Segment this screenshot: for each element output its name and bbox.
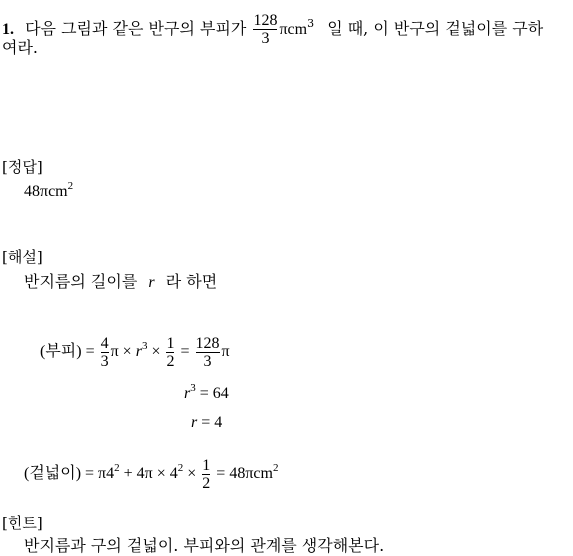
intro-text-pre: 반지름의 길이를 (24, 272, 138, 291)
volume-unit: πcm (279, 21, 308, 38)
volume-denominator: 3 (261, 30, 270, 47)
hint-heading: [힌트] (2, 514, 43, 532)
eq1-fraction-3: $\frac{128}{3}$ (195, 335, 220, 370)
equation-surface-area: (겉넓이) = $\pi 4^2 + 4\pi \times 4^2$ × $\frac{1}{2}$ = 48πcm$^2$ (24, 457, 279, 492)
volume-fraction (253, 12, 277, 47)
equation-r: r = 4 (191, 414, 223, 431)
answer-value-text: 48πcm (24, 183, 68, 200)
volume-unit-exponent: 3 (307, 17, 315, 30)
explanation-heading: [해설] (2, 248, 43, 266)
intro-variable: r (148, 274, 155, 291)
explanation-intro (24, 272, 217, 293)
problem-text-before: 다음 그림과 같은 반구의 부피가 (25, 19, 247, 38)
answer-value (24, 180, 73, 201)
problem-number: 1. (2, 21, 14, 38)
intro-text-post: 라 하면 (165, 272, 218, 291)
eq4-fraction: $\frac{1}{2}$ (202, 457, 211, 492)
equation-r-cubed: $r^3 = 64$ (184, 382, 229, 402)
hint-text: 반지름과 구의 겉넓이. 부피와의 관계를 생각해본다. (24, 536, 385, 555)
equation-volume: (부피) = $\frac{4}{3}$ $\pi \times r^3$ × $\frac{1}{2}$ = $\frac{128}{3}$ π (40, 335, 230, 370)
problem-text-after: 일 때, 이 반구의 겉넓이를 구하 (327, 19, 544, 38)
eq1-fraction-2: $\frac{1}{2}$ (166, 335, 175, 370)
volume-numerator: 128 (253, 12, 278, 29)
answer-heading: [정답] (2, 158, 43, 176)
eq1-lhs: (부피) = (40, 343, 95, 361)
problem-text-line2: 여라. (2, 38, 38, 57)
problem-statement (2, 12, 543, 47)
answer-value-exponent: 2 (67, 180, 74, 192)
eq1-fraction-1: $\frac{4}{3}$ (100, 335, 109, 370)
